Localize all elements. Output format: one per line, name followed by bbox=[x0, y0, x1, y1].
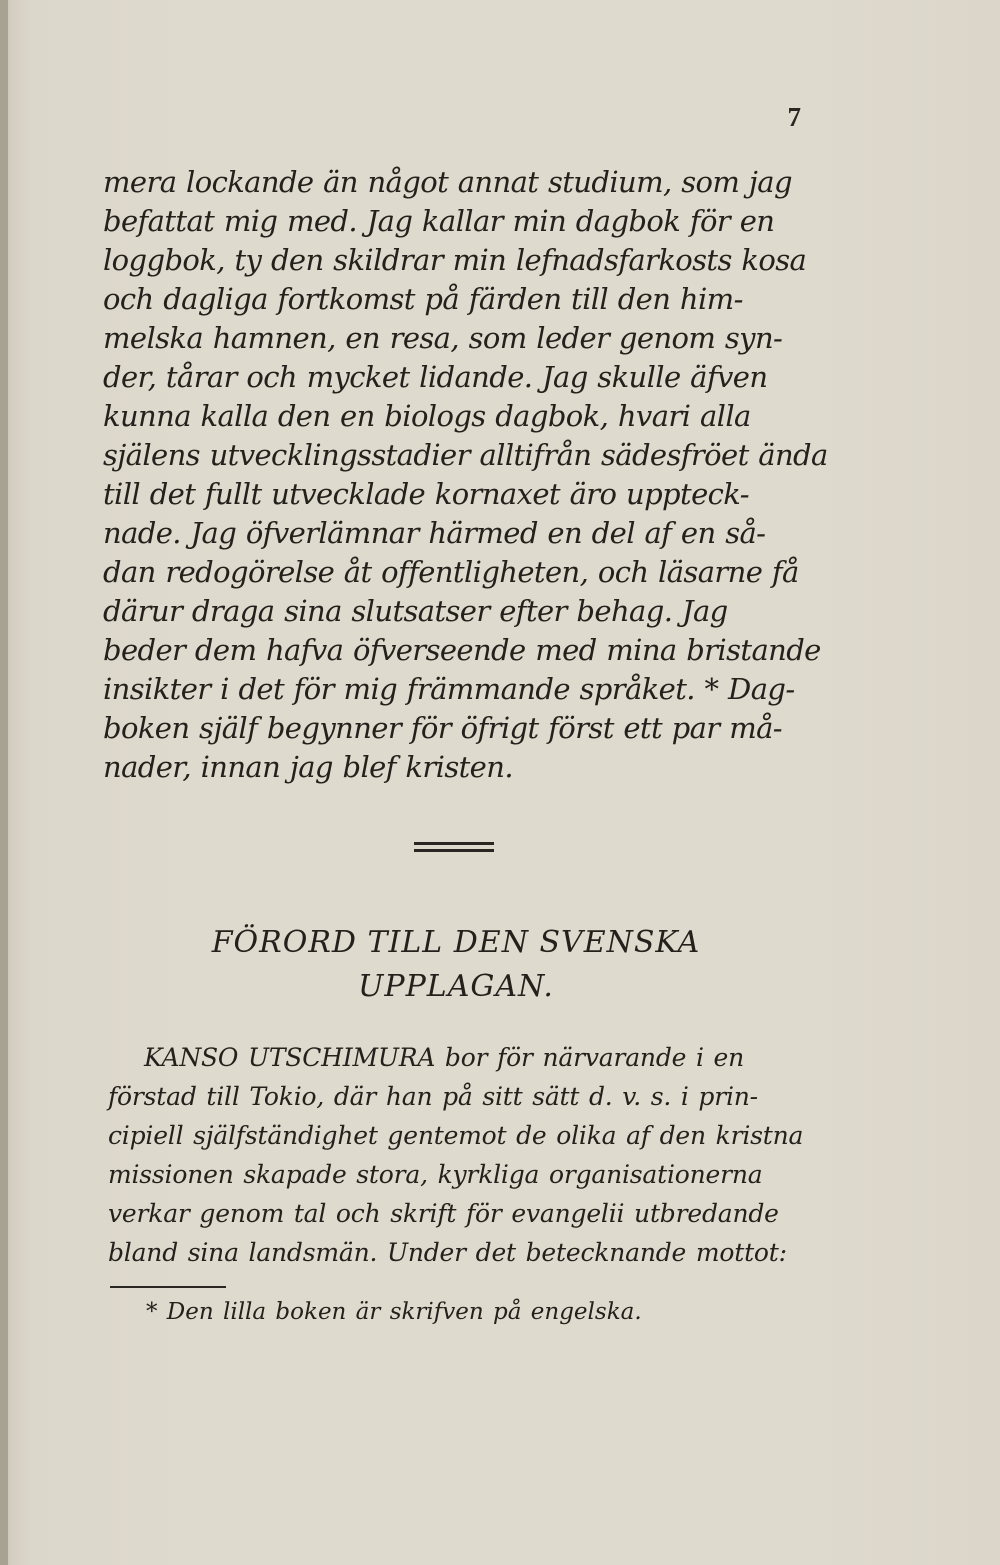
text-line: KANSO UTSCHIMURA bor för närvarande i en bbox=[144, 1043, 745, 1072]
text-line: insikter i det för mig främmande språket. * Dag- bbox=[103, 672, 795, 706]
text-line: cipiell själfständighet gentemot de olika af den kristna bbox=[108, 1121, 804, 1150]
text-line: nader, innan jag blef kristen. bbox=[103, 750, 513, 784]
text-line: förstad till Tokio, där han på sitt sätt d. v. s. i prin- bbox=[108, 1082, 758, 1111]
text-line: kunna kalla den en biologs dagbok, hvari alla bbox=[103, 399, 751, 433]
footnote: * Den lilla boken är skrifven på engelska. bbox=[146, 1299, 642, 1325]
text-line: boken själf begynner för öfrigt först ett par må- bbox=[103, 711, 782, 745]
text-line: själens utvecklingsstadier alltifrån sädesfröet ända bbox=[103, 438, 828, 472]
text-line: till det fullt utvecklade kornaxet äro uppteck- bbox=[103, 477, 749, 511]
text-line: beder dem hafva öfverseende med mina bristande bbox=[103, 633, 821, 667]
section-divider-top bbox=[414, 842, 494, 845]
footnote-divider bbox=[110, 1286, 226, 1288]
text-line: missionen skapade stora, kyrkliga organisationerna bbox=[108, 1160, 763, 1189]
text-line: der, tårar och mycket lidande. Jag skulle äfven bbox=[103, 360, 768, 394]
page-spine-shadow bbox=[0, 0, 8, 1565]
text-line: melska hamnen, en resa, som leder genom syn- bbox=[103, 321, 783, 355]
section-divider-bottom bbox=[414, 849, 494, 852]
text-line: loggbok, ty den skildrar min lefnadsfarkosts kosa bbox=[103, 243, 807, 277]
text-line: verkar genom tal och skrift för evangelii utbredande bbox=[108, 1199, 779, 1228]
text-line: därur draga sina slutsatser efter behag. Jag bbox=[103, 594, 728, 628]
text-line: och dagliga fortkomst på färden till den him- bbox=[103, 282, 743, 316]
text-line: dan redogörelse åt offentligheten, och läsarne få bbox=[103, 555, 799, 589]
page-number: 7 bbox=[787, 102, 801, 132]
text-line: mera lockande än något annat studium, som jag bbox=[103, 165, 792, 199]
section-heading-line-1: FÖRORD TILL DEN SVENSKA bbox=[211, 925, 701, 960]
section-heading-line-2: UPPLAGAN. bbox=[358, 969, 554, 1004]
text-line: befattat mig med. Jag kallar min dagbok för en bbox=[103, 204, 775, 238]
text-line: nade. Jag öfverlämnar härmed en del af en så- bbox=[103, 516, 766, 550]
text-line: bland sina landsmän. Under det betecknande mottot: bbox=[108, 1238, 787, 1267]
